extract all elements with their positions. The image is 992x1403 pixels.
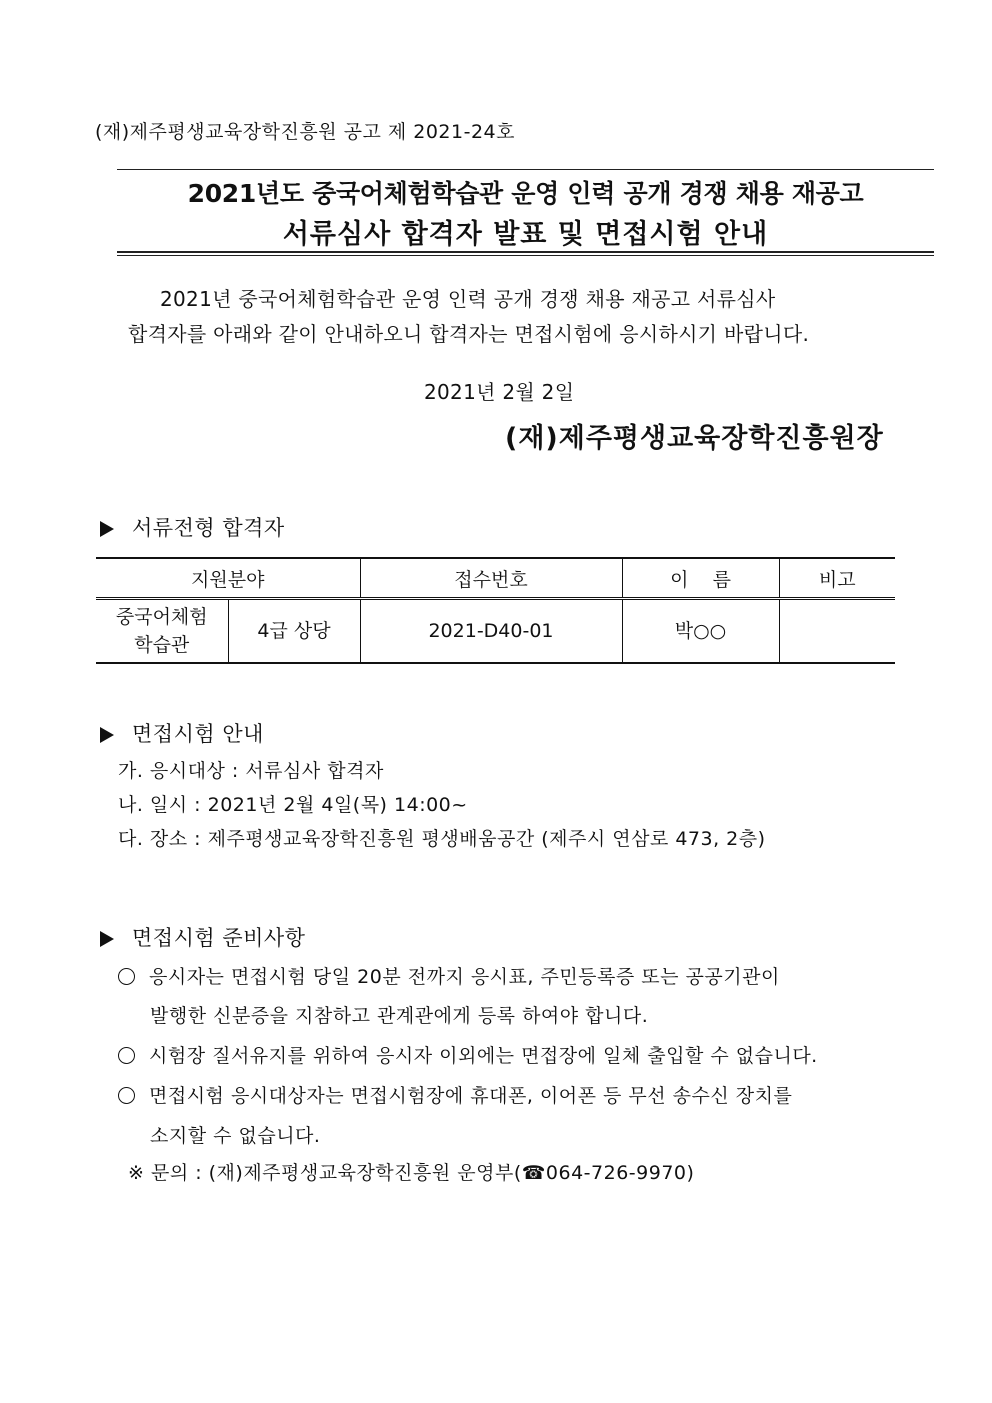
column-header-note: 비고 [779,558,895,599]
prep-item-2 [118,1041,818,1068]
interview-target: 가. 응시대상 : 서류심사 합격자 [118,760,384,782]
column-header-field: 지원분야 [96,558,360,599]
notice-date: 2021년 2월 2일 [424,380,575,404]
cell-note [779,599,895,664]
triangle-bullet-icon [100,521,114,537]
document-title: 2021년도 중국어체험학습관 운영 인력 공개 경쟁 채용 재공고 [187,179,864,208]
section-heading-interview-info [100,718,264,748]
prep-item-2-text: 시험장 질서유지를 위하여 응시자 이외에는 면접장에 일체 출입할 수 없습니다. [149,1045,818,1067]
results-table [96,557,895,664]
prep-item-1-continued: 발행한 신분증을 지참하고 관계관에게 등록 하여야 합니다. [150,1005,649,1027]
cell-receipt-number: 2021-D40-01 [360,599,622,664]
title-top-rule [117,169,934,170]
notice-number: (재)제주평생교육장학진흥원 공고 제 2021-24호 [95,121,515,143]
section-heading-interview-preparation [100,922,305,952]
circle-bullet-icon [118,1047,135,1064]
intro-text-line2: 합격자를 아래와 같이 안내하오니 합격자는 면접시험에 응시하시기 바랍니다. [128,322,810,346]
document-subtitle: 서류심사 합격자 발표 및 면접시험 안내 [282,219,769,250]
intro-text-line1: 2021년 중국어체험학습관 운영 인력 공개 경쟁 채용 재공고 서류심사 [160,287,776,311]
table-row [96,599,895,664]
signer: (재)제주평생교육장학진흥원장 [505,423,884,454]
section3-heading-text: 면접시험 준비사항 [132,926,306,950]
title-bottom-rule-thin [117,255,934,256]
triangle-bullet-icon [100,727,114,743]
prep-item-3-text: 면접시험 응시대상자는 면접시험장에 휴대폰, 이어폰 등 무선 송수신 장치를 [149,1085,793,1107]
cell-field: 중국어체험 학습관 [96,599,228,664]
table-header-row [96,558,895,599]
circle-bullet-icon [118,968,135,985]
prep-item-1-text: 응시자는 면접시험 당일 20분 전까지 응시표, 주민등록증 또는 공공기관이 [149,966,780,988]
interview-datetime: 나. 일시 : 2021년 2월 4일(목) 14:00~ [118,794,468,816]
title-bottom-rule [117,251,934,253]
contact-info: ※ 문의 : (재)제주평생교육장학진흥원 운영부(☎064-726-9970) [128,1162,695,1184]
prep-item-3 [118,1081,792,1108]
cell-grade: 4급 상당 [228,599,360,664]
section-heading-document-screening [100,512,285,542]
circle-bullet-icon [118,1087,135,1104]
cell-name: 박○○ [622,599,779,664]
prep-item-3-continued: 소지할 수 없습니다. [150,1125,321,1147]
column-header-receipt: 접수번호 [360,558,622,599]
section2-heading-text: 면접시험 안내 [132,722,264,746]
prep-item-1 [118,962,780,989]
interview-location: 다. 장소 : 제주평생교육장학진흥원 평생배움공간 (제주시 연삼로 473, 2층) [118,828,766,850]
column-header-name: 이 름 [622,558,779,599]
section1-heading-text: 서류전형 합격자 [132,516,285,540]
triangle-bullet-icon [100,931,114,947]
